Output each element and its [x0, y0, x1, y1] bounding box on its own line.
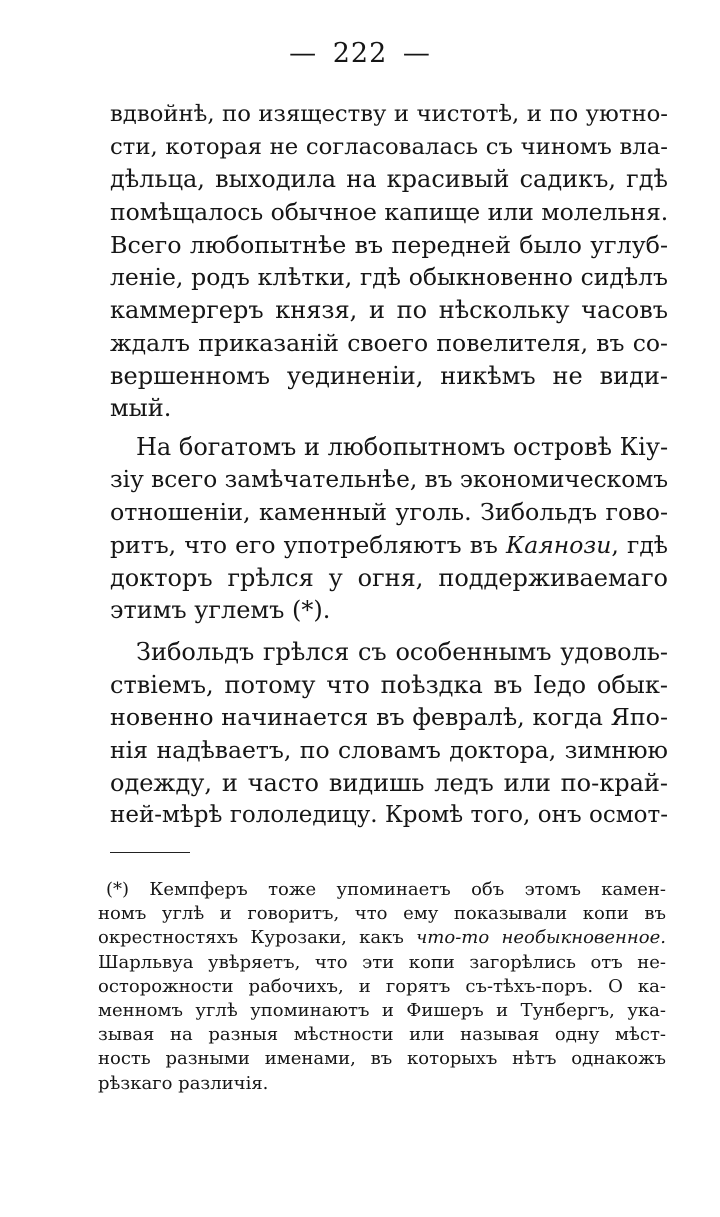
text-line	[110, 529, 668, 562]
text-line: дѣльца, выходила на красивый садикъ, гдѣ	[110, 165, 668, 194]
page-header	[0, 38, 720, 69]
footnote-line: рѣзкаго различія.	[98, 1072, 269, 1094]
text-line: зіу всего замѣчательнѣе, въ экономическомъ	[110, 465, 669, 493]
text-line: ней-мѣрѣ гололедицу. Кромѣ того, онъ осмот-	[110, 802, 668, 829]
text-line: леніе, родъ клѣтки, гдѣ обыкновенно сидѣлъ	[110, 263, 668, 292]
header-dash-left: —	[289, 38, 318, 69]
footnote-line	[98, 926, 666, 950]
footnote-separator	[110, 852, 190, 853]
text-line: вершенномъ уединеніи, никѣмъ не види-	[110, 361, 668, 390]
text-line: Всего любопытнѣе въ передней было углуб-	[110, 230, 668, 259]
footnote-line: зывая на разныя мѣстности или называя одну мѣст-	[98, 1024, 666, 1046]
italic-phrase: что-то необыкновенное.	[416, 927, 666, 949]
footnote-line: Шарльвуа увѣряетъ, что эти копи загорѣлись отъ не-	[98, 951, 666, 973]
paragraph-2	[110, 431, 668, 627]
text-line: новенно начинается въ февралѣ, когда Япо-	[110, 703, 668, 732]
text-line: сти, которая не согласовалась съ чиномъ вла-	[110, 133, 668, 160]
text-line: нія надѣваетъ, по словамъ доктора, зимнюю	[110, 736, 668, 765]
italic-place-name: Каянози	[506, 531, 612, 560]
text-line: помѣщалось обычное капище или молельня.	[110, 198, 669, 227]
text-run: ритъ, что его употребляютъ въ	[110, 531, 498, 560]
footnote-line: номъ углѣ и говоритъ, что ему показывали копи въ	[98, 903, 666, 925]
text-line: мый.	[110, 394, 172, 423]
text-line: одежду, и часто видишь ледъ или по-край-	[110, 768, 668, 797]
header-dash-right: —	[402, 38, 431, 69]
text-line: отношеніи, каменный уголь. Зибольдъ гово-	[110, 498, 668, 527]
text-line: каммергеръ князя, и по нѣскольку часовъ	[110, 296, 668, 325]
footnote-line: осторожности рабочихъ, и горятъ съ-тѣхъ-поръ. О ка-	[98, 975, 666, 997]
footnote-line: ность разными именами, въ которыхъ нѣтъ однакожъ	[98, 1048, 666, 1070]
footnote-line: (*) Кемпферъ тоже упоминаетъ объ этомъ камен-	[106, 879, 666, 900]
footnote	[98, 878, 666, 1096]
text-line: вдвойнѣ, по изяществу и чистотѣ, и по уютно-	[110, 101, 668, 127]
text-line: На богатомъ и любопытномъ островѣ Кіу-	[136, 433, 669, 461]
text-line: ждалъ приказаній своего повелителя, въ со-	[110, 328, 668, 357]
paragraph-3	[110, 636, 668, 832]
text-line: докторъ грѣлся у огня, поддерживаемаго	[110, 563, 668, 592]
footnote-line: менномъ углѣ упоминаютъ и Фишеръ и Тунбергъ, ука-	[98, 999, 666, 1021]
text-run: окрестностяхъ Курозаки, какъ	[98, 927, 404, 949]
text-line: ствіемъ, потому что поѣздка въ Іедо обык-	[110, 670, 668, 699]
paragraph-1	[110, 98, 668, 425]
page-number: 222	[332, 38, 388, 69]
text-line: Зибольдъ грѣлся съ особеннымъ удоволь-	[136, 638, 668, 666]
text-run: , гдѣ	[611, 531, 668, 560]
text-line: этимъ углемъ (*).	[110, 596, 331, 625]
